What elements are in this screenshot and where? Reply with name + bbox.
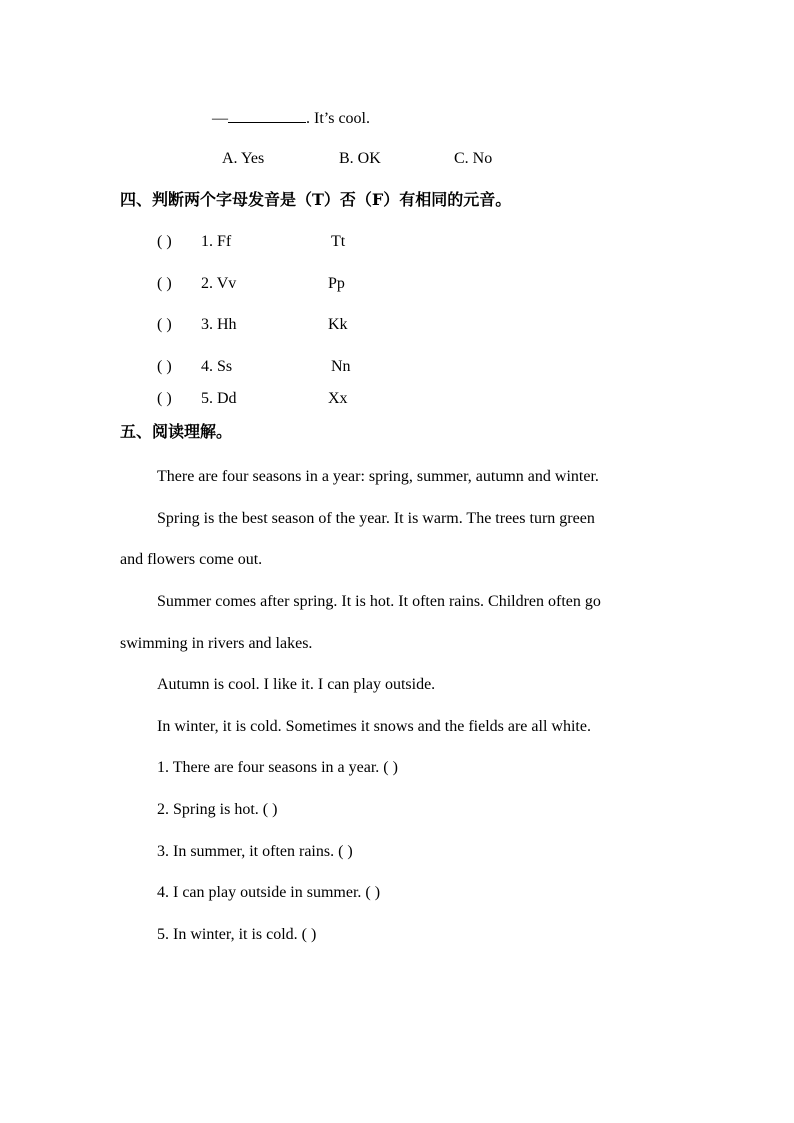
s4-paren-2[interactable]: ( ): [157, 275, 172, 292]
passage-p1: There are four seasons in a year: spring, summer, autumn and winter.: [157, 468, 599, 485]
passage-p3a: Summer comes after spring. It is hot. It often rains. Children often go: [157, 593, 601, 610]
question-2[interactable]: 2. Spring is hot. ( ): [157, 801, 278, 818]
section5-title: 五、阅读理解。: [120, 422, 233, 441]
question-5[interactable]: 5. In winter, it is cold. ( ): [157, 926, 317, 943]
s4-left-3: 3. Hh: [201, 316, 237, 333]
s4-right-3: Kk: [328, 316, 348, 333]
s4-right-2: Pp: [328, 275, 345, 292]
passage-p3b: swimming in rivers and lakes.: [120, 635, 313, 652]
answer-blank[interactable]: [228, 108, 306, 123]
s4-paren-1[interactable]: ( ): [157, 233, 172, 250]
s4-left-2: 2. Vv: [201, 275, 237, 292]
s4-right-4: Nn: [331, 358, 351, 375]
question-4[interactable]: 4. I can play outside in summer. ( ): [157, 884, 381, 901]
s4-paren-3[interactable]: ( ): [157, 316, 172, 333]
passage-p2b: and flowers come out.: [120, 551, 263, 568]
section4-title: 四、判断两个字母发音是（T）否（F）有相同的元音。: [120, 190, 512, 209]
s4-paren-5[interactable]: ( ): [157, 390, 172, 407]
answer-tail: . It’s cool.: [306, 110, 370, 127]
s4-right-1: Tt: [331, 233, 346, 250]
answer-line: [212, 108, 370, 129]
option-a[interactable]: A. Yes: [222, 150, 265, 167]
option-c[interactable]: C. No: [454, 150, 493, 167]
option-b[interactable]: B. OK: [339, 150, 381, 167]
s4-left-5: 5. Dd: [201, 390, 237, 407]
passage-p4: Autumn is cool. I like it. I can play outside.: [157, 676, 436, 693]
s4-paren-4[interactable]: ( ): [157, 358, 172, 375]
s4-left-1: 1. Ff: [201, 233, 232, 250]
dash: —: [212, 110, 228, 127]
question-1[interactable]: 1. There are four seasons in a year. ( ): [157, 759, 398, 776]
passage-p5: In winter, it is cold. Sometimes it snows and the fields are all white.: [157, 718, 591, 735]
s4-right-5: Xx: [328, 390, 348, 407]
passage-p2a: Spring is the best season of the year. It is warm. The trees turn green: [157, 510, 595, 527]
s4-left-4: 4. Ss: [201, 358, 233, 375]
question-3[interactable]: 3. In summer, it often rains. ( ): [157, 843, 353, 860]
